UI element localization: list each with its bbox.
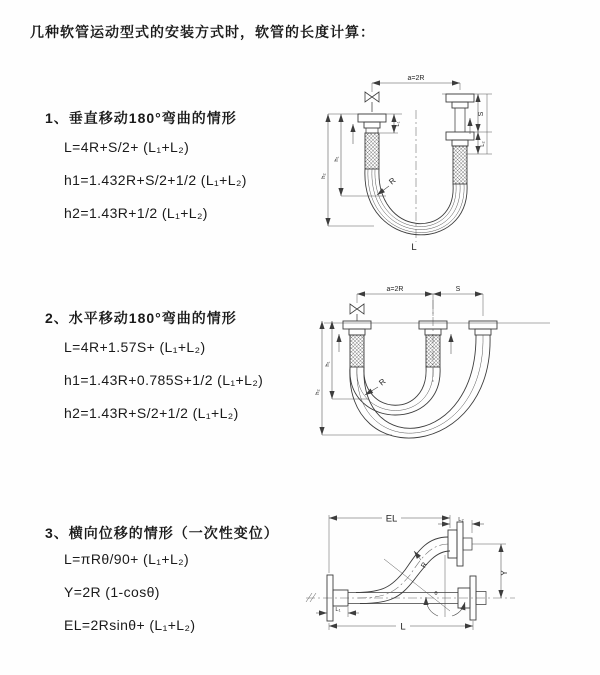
dim-label-h1: h₁ (325, 361, 331, 367)
diagram-horizontal-180-bend (310, 278, 600, 456)
label-theta: θ (434, 591, 438, 597)
dim-label-l: L (400, 621, 406, 633)
centerline (306, 593, 515, 602)
dim-s (467, 94, 492, 154)
section-1-formula-h2: h2=1.43R+1/2 (L₁+L₂) (64, 205, 208, 221)
section-1-formula-h1: h1=1.432R+S/2+1/2 (L₁+L₂) (64, 172, 247, 188)
middle-pipe-assembly (419, 321, 451, 367)
dim-label-y: Y (500, 570, 509, 576)
dim-label-a2r: a=2R (407, 75, 425, 82)
label-r: R (387, 175, 398, 187)
dim-a-2r (372, 75, 460, 92)
section-1-formula-l: L=4R+S/2+ (L₁+L₂) (64, 139, 190, 155)
dim-label-a2r: a=2R (386, 286, 404, 293)
label-r: R (420, 561, 429, 570)
label-l: L (411, 242, 417, 253)
section-2-formula-h2: h2=1.43R+S/2+1/2 (L₁+L₂) (64, 405, 239, 421)
left-pipe-assembly (339, 321, 371, 367)
diagram-vertical-180-bend (310, 66, 600, 266)
dim-label-h1: h₁ (334, 156, 340, 162)
label-r: R (377, 376, 388, 388)
dim-label-el: EL (385, 513, 398, 525)
dim-label-l1: L₁ (395, 121, 401, 127)
dim-l2 (438, 517, 484, 533)
dim-a-2r (357, 286, 483, 316)
dim-l (329, 621, 473, 633)
section-3-formula-l: L=πRθ/90+ (L₁+L₂) (64, 551, 190, 567)
radius-callout (414, 551, 429, 569)
dim-l1 (380, 114, 401, 133)
valve-icon (350, 304, 364, 321)
dim-label-l2: L₂ (458, 517, 464, 523)
section-1-heading: 1、垂直移动180°弯曲的情形 (45, 110, 237, 126)
dim-label-h2: h₂ (315, 389, 321, 395)
radius-callout (365, 377, 388, 395)
dim-el (329, 514, 450, 574)
section-2-formula-h1: h1=1.43R+0.785S+1/2 (L₁+L₂) (64, 372, 264, 388)
dim-l1 (316, 607, 359, 617)
dim-y (472, 544, 509, 598)
section-2-formula-l: L=4R+1.57S+ (L₁+L₂) (64, 339, 206, 355)
dim-label-l2: L₂ (480, 141, 486, 147)
diagram-lateral-displacement (300, 505, 600, 645)
hose-u-bend-original (350, 367, 440, 415)
dim-label-s: S (455, 286, 461, 293)
dim-h1-h2 (321, 114, 386, 226)
section-2-heading: 2、水平移动180°弯曲的情形 (45, 310, 237, 326)
dim-label-h2: h₂ (321, 173, 327, 179)
valve-icon (365, 92, 379, 112)
hose-u-bend-displaced (350, 335, 490, 438)
upper-flange (448, 522, 472, 566)
section-3-formula-el: EL=2Rsinθ+ (L₁+L₂) (64, 617, 196, 633)
dim-label-l1: L₁ (335, 607, 341, 613)
right-pipe-assembly (442, 94, 492, 184)
page-title: 几种软管运动型式的安装方式时，软管的长度计算： (30, 24, 375, 40)
section-3-formula-y: Y=2R (1-cosθ) (64, 584, 160, 600)
section-3-heading: 3、横向位移的情形（一次性变位） (45, 525, 279, 541)
dim-label-s: S (478, 111, 485, 117)
